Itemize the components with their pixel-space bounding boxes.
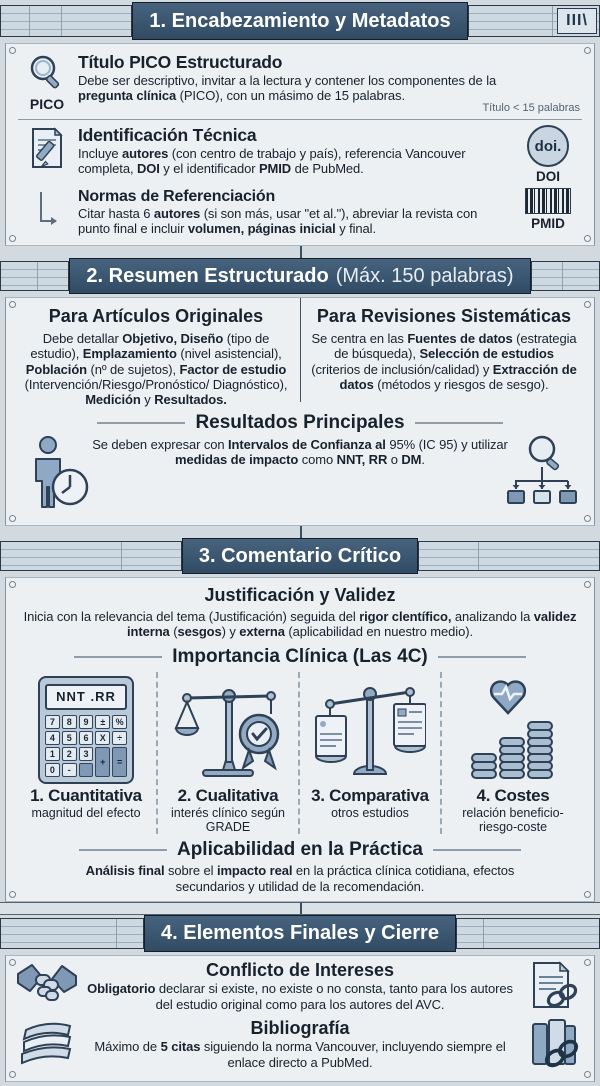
magnifier-icon	[26, 52, 68, 94]
section-3-header-row	[0, 538, 600, 574]
table-decoration-right	[456, 918, 600, 949]
conflict-body: Obligatorio declarar si existe, no existe o no consta, tanto para los autores del estudio original como para los autores del AVC.	[87, 981, 513, 1012]
pico-body: Debe ser descriptivo, invitar a la lectura y contener los componentes de la pregunta clínica (PICO), con un másimo de 15 palabras.	[78, 73, 497, 104]
final-elements-panel	[5, 955, 595, 1082]
conflict-title: Conflicto de Intereses	[205, 960, 395, 981]
table-decoration-left	[0, 5, 132, 37]
identification-row	[6, 123, 594, 188]
referencing-body: Citar hasta 6 autores (si son más, usar "et al."), abreviar la revista con punto final e incluir volumen, páginas inicial y final.	[78, 206, 478, 237]
comparative-column	[300, 672, 442, 835]
bibliography-row	[6, 1013, 594, 1072]
abstract-columns	[6, 298, 594, 408]
scale-badge-icon	[173, 678, 283, 782]
pico-icon-label: PICO	[29, 96, 65, 112]
doi-label: DOI	[535, 169, 560, 184]
pmid-barcode-icon	[525, 188, 571, 214]
bibliography-body: Máximo de 5 citas siguiendo la norma Vancouver, incluyendo siempre el enlace directo a PubMed.	[94, 1039, 506, 1070]
main-results-body: Se deben expresar con Intervalos de Confianza al 95% (IC 95) y utilizar medidas de impacto como NNT, RR o DM.	[92, 436, 508, 467]
connector	[0, 526, 600, 538]
critical-commentary-panel	[5, 577, 595, 902]
qualitative-subtitle: interés clínico según GRADE	[171, 805, 285, 835]
doi-icon: doi.	[527, 125, 569, 167]
search-flowchart-icon	[502, 433, 582, 513]
calculator-icon	[38, 676, 134, 784]
clinical-importance-title: Importancia Clínica (Las 4C)	[172, 645, 428, 667]
books-link-icon	[516, 1016, 590, 1072]
books-icon	[10, 1018, 84, 1070]
qualitative-column	[158, 672, 300, 835]
section-4-title: 4. Elementos Finales y Cierre	[161, 922, 439, 944]
calculator-display: NNT .RR	[45, 684, 127, 710]
comparative-subtitle: otros estudios	[331, 805, 409, 820]
original-articles-title: Para Artículos Originales	[48, 306, 264, 326]
four-c-grid	[16, 672, 584, 835]
applicability-body: Análisis final sobre el impacto real en la práctica clínica cotidiana, efectos secundarios y utilidad de la recomendación.	[85, 863, 515, 894]
section-2-header-row	[0, 258, 600, 294]
document-pencil-icon	[25, 125, 69, 173]
table-decoration-right	[531, 261, 600, 291]
costs-column	[442, 672, 584, 835]
systematic-reviews-column	[300, 306, 588, 408]
bibliography-title: Bibliografía	[250, 1018, 350, 1039]
pmid-label: PMID	[531, 216, 565, 231]
justification-body: Inicia con la relevancia del tema (Justificación) seguida del rigor clentífico, analizando la validez interna (sesgos) y externa (aplicabilidad en nuestro medio).	[23, 609, 577, 640]
section-1-header-row	[0, 2, 600, 40]
original-articles-body: Debe detallar Objetivo, Diseño (tipo de estudio), Emplazamiento (nivel asistencial), Población (nº de sujetos), Factor de estudio (Intervención/Riesgo/Pronóstico/ Diagnóstico), Medición y Resultados.	[24, 331, 288, 408]
heart-coins-icon	[468, 678, 558, 782]
identification-title: Identificación Técnica	[78, 125, 257, 145]
divider	[18, 119, 582, 120]
justification-title: Justificación y Validez	[204, 585, 396, 605]
pico-title-row	[6, 44, 594, 116]
section-4-header-row	[0, 915, 600, 952]
main-results-title: Resultados Principales	[195, 411, 405, 433]
shelf-mark-icon: III\	[557, 8, 597, 34]
costs-title: 4. Costes	[476, 785, 550, 805]
calculator-keys: 7 8 9 ± % 4 5 6 X ÷ 1 2 3 + = 0 -	[45, 715, 127, 777]
quantitative-column	[16, 672, 158, 835]
scale-documents-icon	[314, 678, 426, 782]
section-1-title: 1. Encabezamiento y Metadatos	[149, 9, 451, 32]
table-decoration-right	[418, 541, 600, 571]
identification-body: Incluye autores (con centro de trabajo y país), referencia Vancouver completa, DOI y el identificador PMID de PubMed.	[78, 146, 466, 177]
table-decoration-left	[0, 541, 182, 571]
comparative-title: 3. Comparativa	[311, 785, 429, 805]
person-clock-icon	[22, 435, 94, 513]
systematic-reviews-body: Se centra en las Fuentes de datos (estrategia de búsqueda), Selección de estudios (criterios de inclusión/calidad) y Extracción de datos (métodos y riesgos de sesgo).	[311, 331, 577, 392]
section-3-header	[182, 538, 418, 574]
connector	[0, 246, 600, 258]
metadata-panel	[5, 43, 595, 246]
table-decoration-left	[0, 261, 69, 291]
section-4-header	[144, 915, 456, 952]
costs-subtitle: relación beneficio- riesgo-coste	[462, 805, 564, 835]
handshake-icon	[10, 960, 84, 1012]
section-2-title: 2. Resumen Estructurado	[86, 264, 329, 287]
abstract-panel	[5, 297, 595, 526]
main-results-heading	[6, 412, 594, 434]
applicability-heading	[6, 839, 594, 861]
table-decoration-left	[0, 918, 144, 949]
clinical-importance-heading	[6, 646, 594, 668]
qualitative-title: 2. Cualitativa	[177, 785, 279, 805]
conflict-of-interest-row	[6, 956, 594, 1013]
elbow-arrow-icon	[40, 192, 56, 222]
original-articles-column	[12, 306, 300, 408]
pico-title: Título PICO Estructurado	[78, 52, 283, 72]
section-2-subtitle: (Máx. 150 palabras)	[335, 264, 514, 287]
table-decoration-right	[468, 5, 600, 37]
section-2-header	[69, 258, 530, 294]
referencing-title: Normas de Referenciación	[78, 188, 276, 205]
referencing-row	[6, 188, 594, 241]
applicability-title: Aplicabilidad en la Práctica	[176, 839, 424, 861]
quantitative-title: 1. Cuantitativa	[30, 785, 142, 805]
title-length-note: Título < 15 palabras	[482, 102, 580, 114]
systematic-reviews-title: Para Revisiones Sistemáticas	[316, 306, 572, 326]
quantitative-subtitle: magnitud del efecto	[31, 805, 141, 820]
section-3-title: 3. Comentario Crítico	[198, 544, 402, 567]
connector	[0, 902, 600, 915]
section-1-header	[132, 2, 467, 40]
justification-block	[6, 578, 594, 640]
document-link-icon	[516, 959, 590, 1013]
